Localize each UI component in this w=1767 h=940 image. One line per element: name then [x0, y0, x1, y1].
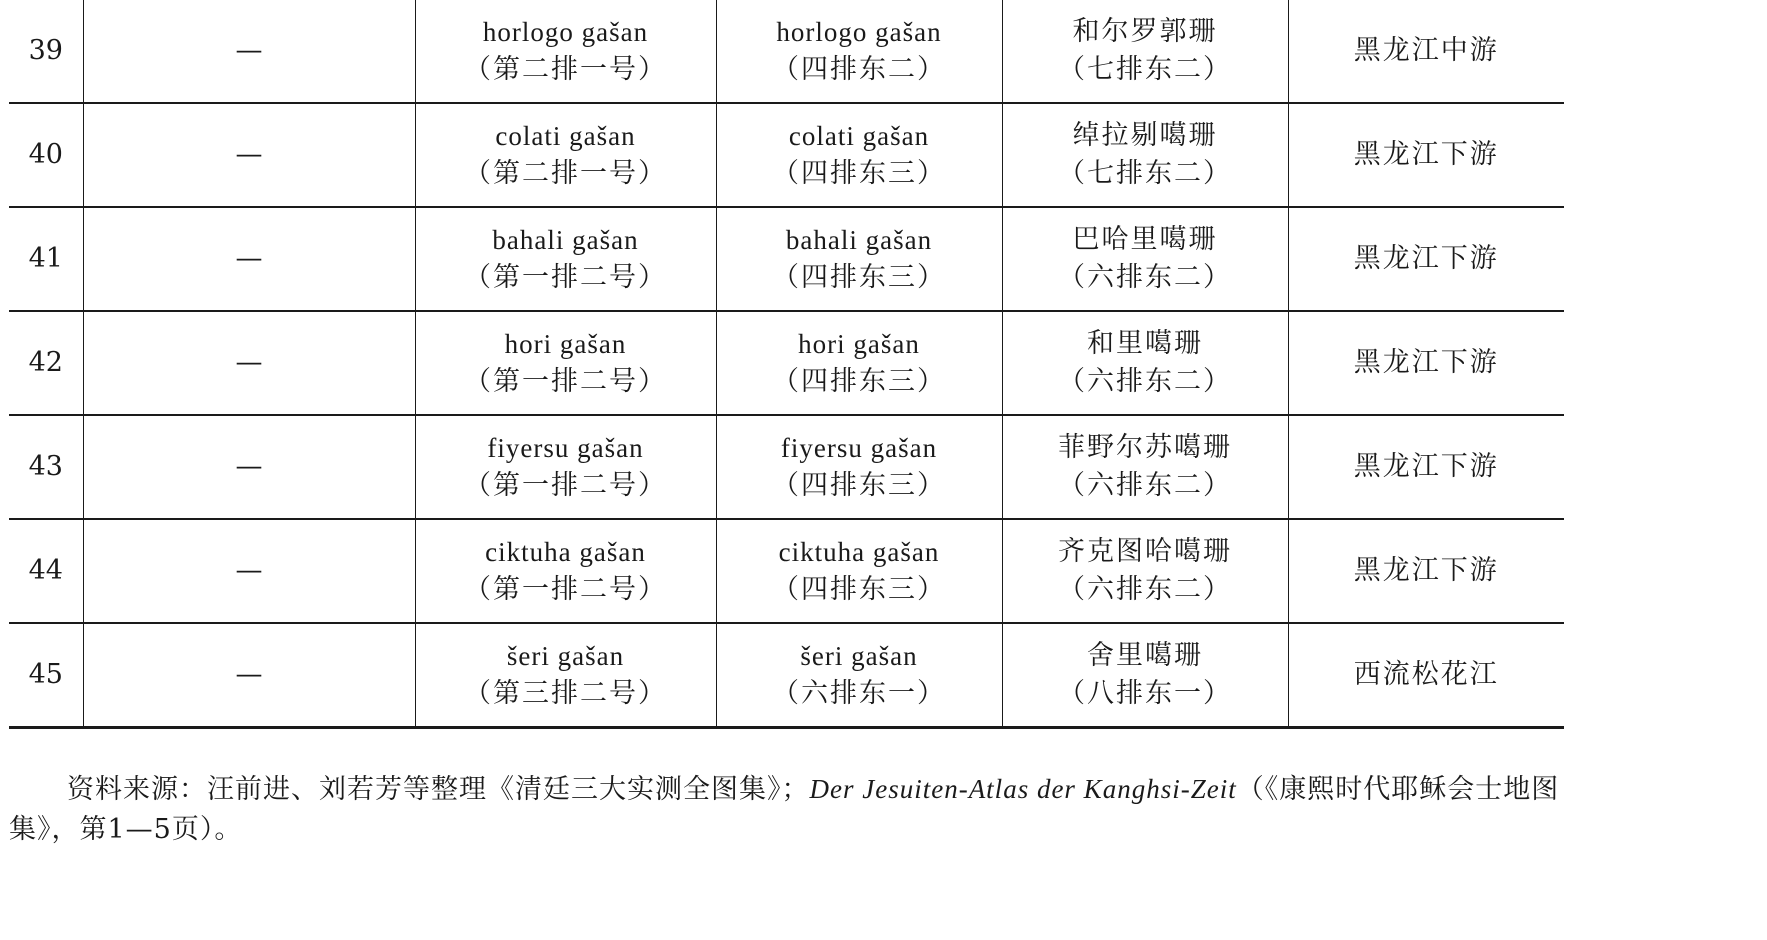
manchu-name: colati gašan: [495, 121, 636, 151]
table-row: [9, 207, 1564, 311]
chinese-name: 巴哈里噶珊: [1072, 224, 1218, 255]
table-row: [9, 519, 1564, 623]
chinese-name: 菲野尔苏噶珊: [1058, 432, 1232, 463]
location-cell: 黑龙江下游: [1288, 103, 1564, 207]
jesuit-name-cell: [716, 623, 1002, 728]
sheet-position: （第一排二号）: [464, 262, 667, 293]
location-cell: 黑龙江下游: [1288, 519, 1564, 623]
chinese-position: （八排东一）: [1058, 678, 1232, 709]
sheet-position: （第一排二号）: [464, 470, 667, 501]
jesuit-position: （四排东三）: [772, 574, 946, 605]
empty-dash: —: [83, 0, 415, 103]
jesuit-name: šeri gašan: [800, 641, 918, 671]
jesuit-position: （四排东三）: [772, 262, 946, 293]
table-row: [9, 0, 1564, 103]
chinese-position: （六排东二）: [1058, 262, 1232, 293]
jesuit-name-cell: [716, 103, 1002, 207]
location-cell: 黑龙江下游: [1288, 415, 1564, 519]
chinese-name-cell: [1002, 519, 1288, 623]
jesuit-name-cell: [716, 207, 1002, 311]
jesuit-name: ciktuha gašan: [778, 537, 940, 567]
jesuit-name-cell: [716, 0, 1002, 103]
table-row: [9, 415, 1564, 519]
location-cell: 黑龙江下游: [1288, 311, 1564, 415]
manchu-name-cell: [415, 0, 716, 103]
source-prefix: 资料来源：汪前进、刘若芳等整理《清廷三大实测全图集》；: [67, 774, 810, 805]
empty-dash: —: [83, 519, 415, 623]
jesuit-position: （六排东一）: [772, 678, 946, 709]
sheet-position: （第二排一号）: [464, 54, 667, 85]
chinese-name-cell: [1002, 103, 1288, 207]
chinese-name: 和里噶珊: [1087, 328, 1203, 359]
chinese-name-cell: [1002, 415, 1288, 519]
row-number: 40: [9, 103, 83, 207]
location-cell: 西流松花江: [1288, 623, 1564, 728]
row-number: 45: [9, 623, 83, 728]
jesuit-name-cell: [716, 415, 1002, 519]
jesuit-name: fiyersu gašan: [780, 433, 938, 463]
row-number: 44: [9, 519, 83, 623]
chinese-name: 绰拉剔噶珊: [1072, 120, 1218, 151]
chinese-name: 和尔罗郭珊: [1072, 16, 1218, 47]
chinese-name-cell: [1002, 311, 1288, 415]
chinese-name: 舍里噶珊: [1087, 640, 1203, 671]
chinese-name-cell: [1002, 207, 1288, 311]
source-note: [9, 769, 1564, 850]
chinese-name-cell: [1002, 0, 1288, 103]
manchu-name: fiyersu gašan: [487, 433, 644, 463]
jesuit-position: （四排东三）: [772, 158, 946, 189]
empty-dash: —: [83, 623, 415, 728]
row-number: 42: [9, 311, 83, 415]
data-table-container: [9, 0, 1764, 729]
row-number: 41: [9, 207, 83, 311]
jesuit-name: horlogo gašan: [776, 17, 942, 47]
chinese-position: （六排东二）: [1058, 574, 1232, 605]
empty-dash: —: [83, 207, 415, 311]
manchu-name-cell: [415, 311, 716, 415]
table-row: [9, 103, 1564, 207]
manchu-name: bahali gašan: [492, 225, 639, 255]
empty-dash: —: [83, 103, 415, 207]
sheet-position: （第二排一号）: [464, 158, 667, 189]
jesuit-name: colati gašan: [788, 121, 930, 151]
source-suffix: （《康熙时代耶稣会士地图集》，第1—5页）。: [9, 774, 1560, 845]
jesuit-name-cell: [716, 519, 1002, 623]
row-number: 43: [9, 415, 83, 519]
manchu-name-cell: [415, 519, 716, 623]
table-row: [9, 311, 1564, 415]
chinese-position: （六排东二）: [1058, 366, 1232, 397]
sheet-position: （第一排二号）: [464, 366, 667, 397]
jesuit-position: （四排东二）: [772, 54, 946, 85]
jesuit-position: （四排东三）: [772, 470, 946, 501]
row-number: 39: [9, 0, 83, 103]
sheet-position: （第三排二号）: [464, 678, 667, 709]
chinese-position: （七排东二）: [1058, 158, 1232, 189]
empty-dash: —: [83, 415, 415, 519]
manchu-name-cell: [415, 103, 716, 207]
source-italic-title: Der Jesuiten-Atlas der Kanghsi-Zeit: [809, 774, 1237, 804]
manchu-name-cell: [415, 207, 716, 311]
jesuit-name: hori gašan: [798, 329, 920, 359]
location-cell: 黑龙江下游: [1288, 207, 1564, 311]
manchu-name-cell: [415, 415, 716, 519]
table-row: [9, 623, 1564, 728]
chinese-position: （六排东二）: [1058, 470, 1232, 501]
manchu-name: ciktuha gašan: [485, 537, 646, 567]
location-cell: 黑龙江中游: [1288, 0, 1564, 103]
chinese-position: （七排东二）: [1058, 54, 1232, 85]
jesuit-position: （四排东三）: [772, 366, 946, 397]
jesuit-name-cell: [716, 311, 1002, 415]
chinese-name-cell: [1002, 623, 1288, 728]
manchu-name: šeri gašan: [506, 641, 625, 671]
manchu-name: hori gašan: [504, 329, 627, 359]
data-table: [9, 0, 1564, 729]
sheet-position: （第一排二号）: [464, 574, 667, 605]
manchu-name-cell: [415, 623, 716, 728]
jesuit-name: bahali gašan: [785, 225, 933, 255]
chinese-name: 齐克图哈噶珊: [1058, 536, 1232, 567]
empty-dash: —: [83, 311, 415, 415]
manchu-name: horlogo gašan: [482, 17, 649, 47]
